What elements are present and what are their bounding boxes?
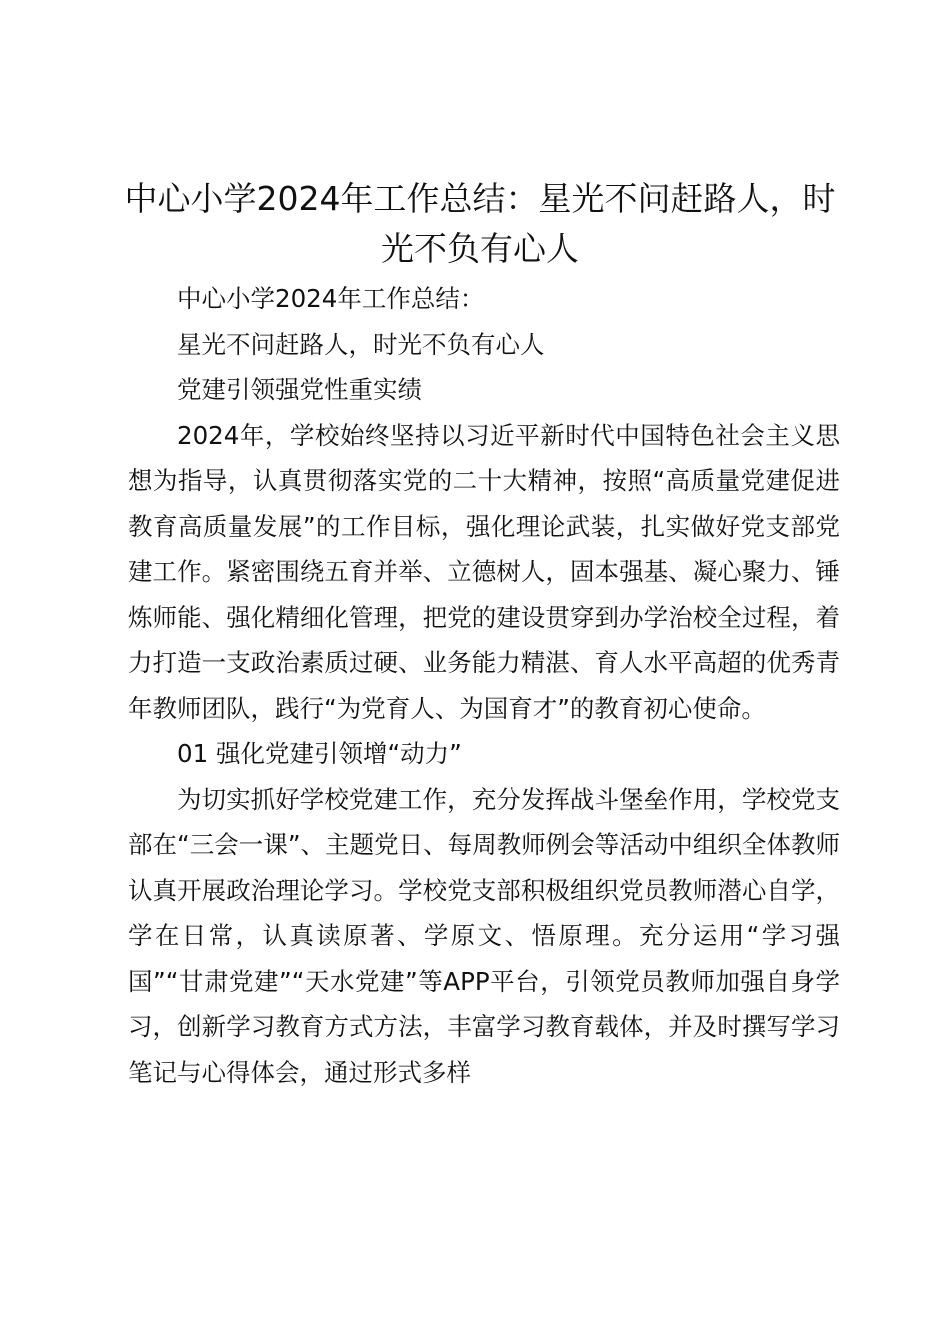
subtitle-line-1: 中心小学2024年工作总结： bbox=[177, 284, 485, 313]
body-paragraph: 2024年，学校始终坚持以习近平新时代中国特色社会主义思想为指导，认真贯彻落实党的二十大精神，按照“高质量党建促进教育高质量发展”的工作目标，强化理论武装，扎实做好党支部党建工作。紧密围绕五育并举、立德树人，固本强基、凝心聚力、锤炼师能、强化精细化管理，把党的建设贯穿到办学治校全过程，着力打造一支政治素质过硬、业务能力精湛、育人水平高超的优秀青年教师团队，践行“为党育人、为国育才”的教育初心使命。 bbox=[128, 420, 840, 723]
body-paragraph: 为切实抓好学校党建工作，充分发挥战斗堡垒作用，学校党支部在“三会一课”、主题党日、每周教师例会等活动中组织全体教师认真开展政治理论学习。学校党支部积极组织党员教师潜心自学，学在日常，认真读原著、学原文、悟原理。充分运用“学习强国”“甘肃党建”“天水党建”等APP平台，引领党员教师加强自身学习，创新学习教育方式方法，丰富学习教育载体，并及时撰写学习笔记与心得体会，通过形式多样 bbox=[128, 784, 840, 1087]
document-body bbox=[128, 276, 840, 1095]
subsection-heading: 01 强化党建引领增“动力” bbox=[177, 739, 462, 768]
subtitle-line-2: 星光不问赶路人，时光不负有心人 bbox=[177, 329, 545, 359]
document-title: 中心小学2024年工作总结：星光不问赶路人，时光不负有心人 bbox=[124, 179, 836, 268]
section-heading: 党建引领强党性重实绩 bbox=[177, 375, 422, 404]
